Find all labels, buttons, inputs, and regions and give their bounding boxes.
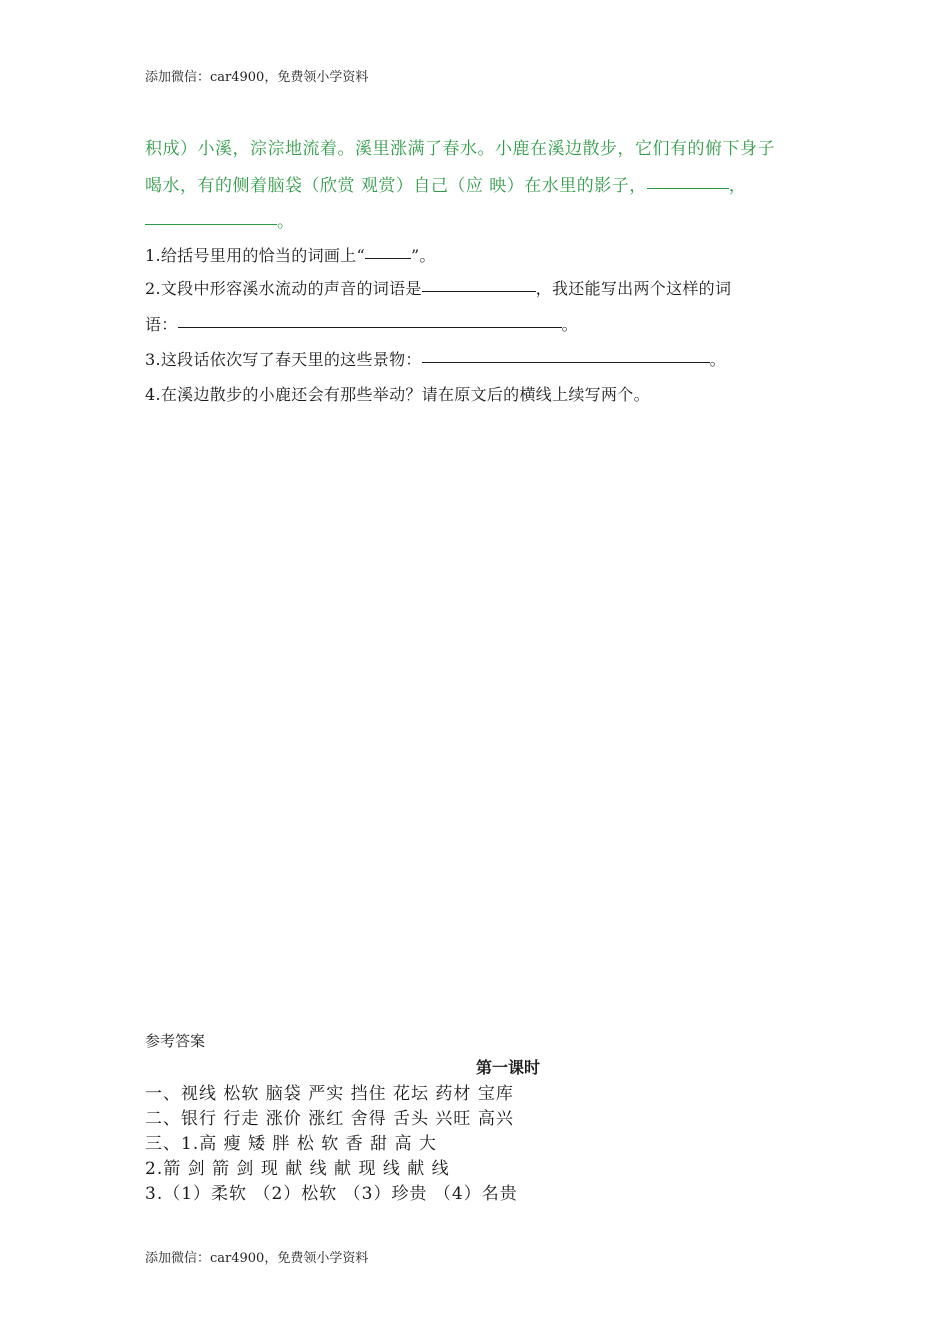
question-3 <box>145 347 726 370</box>
comma: ， <box>728 176 747 196</box>
passage-line-1: 积成）小溪，淙淙地流着。溪里涨满了春水。小鹿在溪边散步，它们有的俯下身子 <box>145 139 775 159</box>
question-2-mid: ，我还能写出两个这样的词 <box>535 279 732 298</box>
answer-line-2: 二、银行 行走 涨价 涨红 舍得 舌头 兴旺 高兴 <box>145 1109 514 1129</box>
answer-blank[interactable] <box>422 290 536 292</box>
question-1 <box>145 243 436 266</box>
question-2-line-2 <box>145 312 578 335</box>
answer-line-1: 一、视线 松软 脑袋 严实 挡住 花坛 药材 宝库 <box>145 1084 514 1104</box>
passage-line-2-text: 喝水，有的侧着脑袋（欣赏 观赏）自己（应 映）在水里的影子， <box>145 176 647 196</box>
question-4: 4.在溪边散步的小鹿还会有那些举动？请在原文后的横线上续写两个。 <box>145 385 650 404</box>
question-2-line-2-end: 。 <box>561 315 578 334</box>
answer-blank[interactable] <box>145 224 277 225</box>
section-title: 第一课时 <box>476 1058 541 1077</box>
question-2-line-2-start: 语： <box>145 315 178 334</box>
answer-line-4: 2.箭 剑 箭 剑 现 献 线 献 现 线 献 线 <box>145 1159 450 1179</box>
passage-line-2 <box>145 171 746 196</box>
answer-blank[interactable] <box>647 188 729 189</box>
page-footer: 添加微信：car4900，免费领小学资料 <box>145 1251 369 1266</box>
question-3-text: 3.这段话依次写了春天里的这些景物： <box>145 350 422 369</box>
question-2-text: 2.文段中形容溪水流动的声音的词语是 <box>145 279 422 298</box>
question-3-end: 。 <box>709 350 726 369</box>
answer-blank[interactable] <box>365 257 411 259</box>
question-2 <box>145 276 731 299</box>
answer-blank[interactable] <box>178 326 562 328</box>
answer-line-5: 3.（1）柔软 （2）松软 （3）珍贵 （4）名贵 <box>145 1184 518 1204</box>
question-1-text: 1.给括号里用的恰当的词画上“ <box>145 246 365 265</box>
passage-line-3 <box>145 207 295 232</box>
answer-line-3: 三、1.高 瘦 矮 胖 松 软 香 甜 高 大 <box>145 1134 437 1154</box>
page-header: 添加微信：car4900，免费领小学资料 <box>145 70 369 85</box>
answer-blank[interactable] <box>422 361 710 363</box>
question-1-end: ”。 <box>410 246 436 265</box>
answers-label: 参考答案 <box>145 1032 206 1050</box>
period: 。 <box>277 212 295 232</box>
